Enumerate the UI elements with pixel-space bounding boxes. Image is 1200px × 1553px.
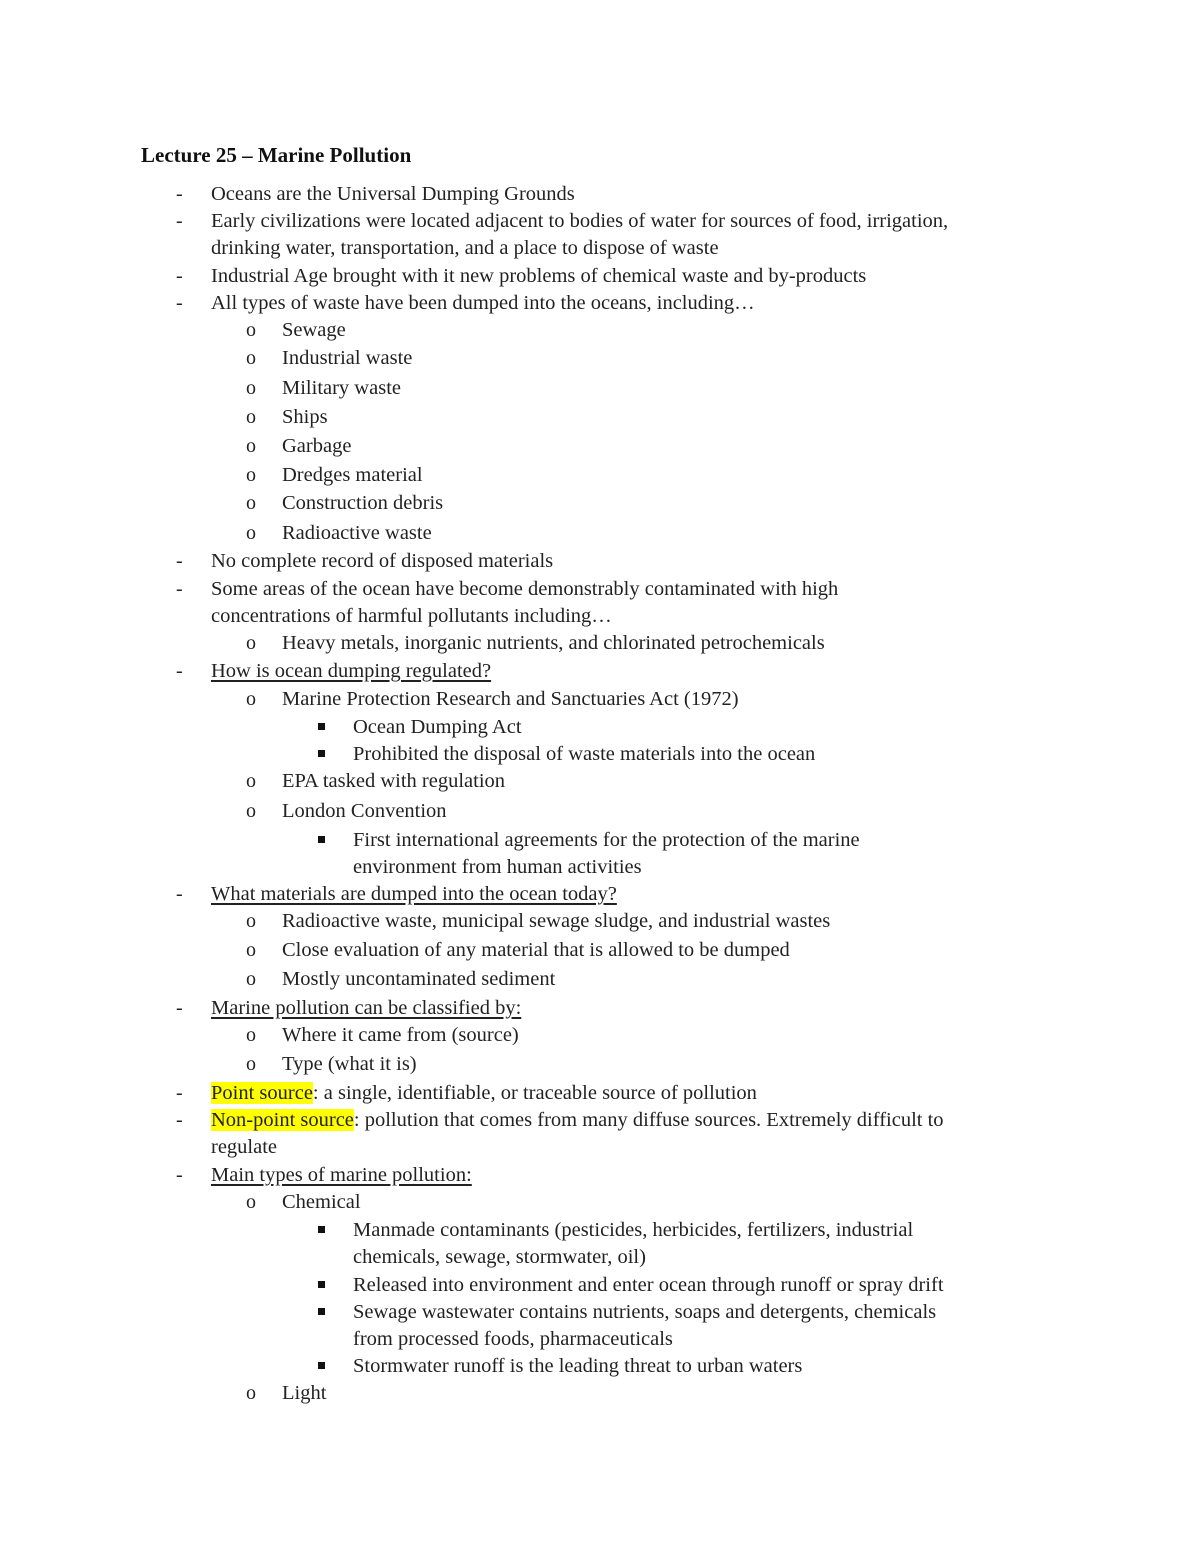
circle-bullet: o xyxy=(246,632,256,654)
dash-bullet: - xyxy=(176,210,183,232)
sub-sub-list-item-text: First international agreements for the protection of the marine xyxy=(353,829,860,851)
square-bullet xyxy=(318,723,325,730)
square-bullet xyxy=(318,1308,325,1315)
dash-bullet: - xyxy=(176,660,183,682)
dash-bullet: - xyxy=(176,997,183,1019)
dash-bullet: - xyxy=(176,1082,183,1104)
sub-list-item-text: Dredges material xyxy=(282,464,423,486)
circle-bullet: o xyxy=(246,1382,256,1404)
circle-bullet: o xyxy=(246,1053,256,1075)
sub-list-item-text: Type (what it is) xyxy=(282,1053,417,1075)
sub-list-item-text: Ships xyxy=(282,406,328,428)
circle-bullet: o xyxy=(246,1191,256,1213)
dash-bullet: - xyxy=(176,265,183,287)
circle-bullet: o xyxy=(246,435,256,457)
circle-bullet: o xyxy=(246,406,256,428)
sub-sub-list-item-text: Stormwater runoff is the leading threat to urban waters xyxy=(353,1355,803,1377)
list-item-text: All types of waste have been dumped into the oceans, including… xyxy=(211,292,755,314)
square-bullet xyxy=(318,1281,325,1288)
sub-list-item-text: EPA tasked with regulation xyxy=(282,770,506,792)
highlighted-term: Non-point source xyxy=(211,1109,354,1131)
sub-sub-list-item-text: Released into environment and enter ocean through runoff or spray drift xyxy=(353,1274,944,1296)
list-item-text: Early civilizations were located adjacent to bodies of water for sources of food, irrigation, xyxy=(211,210,949,232)
sub-sub-list-item-continuation: chemicals, sewage, stormwater, oil) xyxy=(353,1246,646,1268)
list-item-text: Oceans are the Universal Dumping Grounds xyxy=(211,183,575,205)
list-item-text: Industrial Age brought with it new problems of chemical waste and by-products xyxy=(211,265,867,287)
circle-bullet: o xyxy=(246,800,256,822)
circle-bullet: o xyxy=(246,770,256,792)
highlighted-term: Point source xyxy=(211,1082,313,1104)
list-item-continuation: concentrations of harmful pollutants including… xyxy=(211,605,612,627)
square-bullet xyxy=(318,1226,325,1233)
sub-list-item-text: Where it came from (source) xyxy=(282,1024,519,1046)
sub-sub-list-item-text: Prohibited the disposal of waste materials into the ocean xyxy=(353,743,816,765)
circle-bullet: o xyxy=(246,688,256,710)
sub-list-item-text: Radioactive waste xyxy=(282,522,432,544)
square-bullet xyxy=(318,750,325,757)
sub-list-item-text: Construction debris xyxy=(282,492,444,514)
sub-sub-list-item-text: Ocean Dumping Act xyxy=(353,716,522,738)
sub-list-item-text: Mostly uncontaminated sediment xyxy=(282,968,556,990)
sub-list-item-text: Marine Protection Research and Sanctuaries Act (1972) xyxy=(282,688,739,710)
dash-bullet: - xyxy=(176,883,183,905)
circle-bullet: o xyxy=(246,319,256,341)
sub-list-item-text: Light xyxy=(282,1382,327,1404)
section-question: Marine pollution can be classified by: xyxy=(211,997,522,1019)
circle-bullet: o xyxy=(246,968,256,990)
circle-bullet: o xyxy=(246,492,256,514)
circle-bullet: o xyxy=(246,377,256,399)
sub-sub-list-item-continuation: environment from human activities xyxy=(353,856,642,878)
sub-list-item-text: Radioactive waste, municipal sewage sludge, and industrial wastes xyxy=(282,910,831,932)
square-bullet xyxy=(318,1362,325,1369)
list-item-text: Some areas of the ocean have become demonstrably contaminated with high xyxy=(211,578,839,600)
sub-list-item-text: Military waste xyxy=(282,377,401,399)
dash-bullet: - xyxy=(176,1109,183,1131)
list-item-text: No complete record of disposed materials xyxy=(211,550,554,572)
circle-bullet: o xyxy=(246,1024,256,1046)
sub-sub-list-item-text: Manmade contaminants (pesticides, herbicides, fertilizers, industrial xyxy=(353,1219,914,1241)
definition-text: : pollution that comes from many diffuse sources. Extremely difficult to xyxy=(353,1109,944,1131)
dash-bullet: - xyxy=(176,1164,183,1186)
section-question: What materials are dumped into the ocean today? xyxy=(211,883,617,905)
sub-list-item-text: Chemical xyxy=(282,1191,361,1213)
sub-list-item-text: Sewage xyxy=(282,319,346,341)
sub-list-item-text: Garbage xyxy=(282,435,352,457)
circle-bullet: o xyxy=(246,347,256,369)
sub-list-item-text: Close evaluation of any material that is allowed to be dumped xyxy=(282,939,790,961)
list-item-continuation: drinking water, transportation, and a place to dispose of waste xyxy=(211,237,719,259)
dash-bullet: - xyxy=(176,578,183,600)
sub-sub-list-item-text: Sewage wastewater contains nutrients, soaps and detergents, chemicals xyxy=(353,1301,937,1323)
definition-line xyxy=(211,1080,757,1106)
circle-bullet: o xyxy=(246,522,256,544)
sub-list-item-text: London Convention xyxy=(282,800,447,822)
page-title: Lecture 25 – Marine Pollution xyxy=(141,143,412,167)
section-question: How is ocean dumping regulated? xyxy=(211,660,492,682)
list-item-continuation: regulate xyxy=(211,1136,278,1158)
dash-bullet: - xyxy=(176,550,183,572)
square-bullet xyxy=(318,836,325,843)
sub-list-item-text: Heavy metals, inorganic nutrients, and chlorinated petrochemicals xyxy=(282,632,825,654)
dash-bullet: - xyxy=(176,183,183,205)
sub-list-item-text: Industrial waste xyxy=(282,347,413,369)
section-question: Main types of marine pollution: xyxy=(211,1164,472,1186)
dash-bullet: - xyxy=(176,292,183,314)
circle-bullet: o xyxy=(246,464,256,486)
definition-line xyxy=(211,1107,944,1133)
definition-text: : a single, identifiable, or traceable source of pollution xyxy=(312,1082,757,1104)
circle-bullet: o xyxy=(246,910,256,932)
circle-bullet: o xyxy=(246,939,256,961)
sub-sub-list-item-continuation: from processed foods, pharmaceuticals xyxy=(353,1328,673,1350)
